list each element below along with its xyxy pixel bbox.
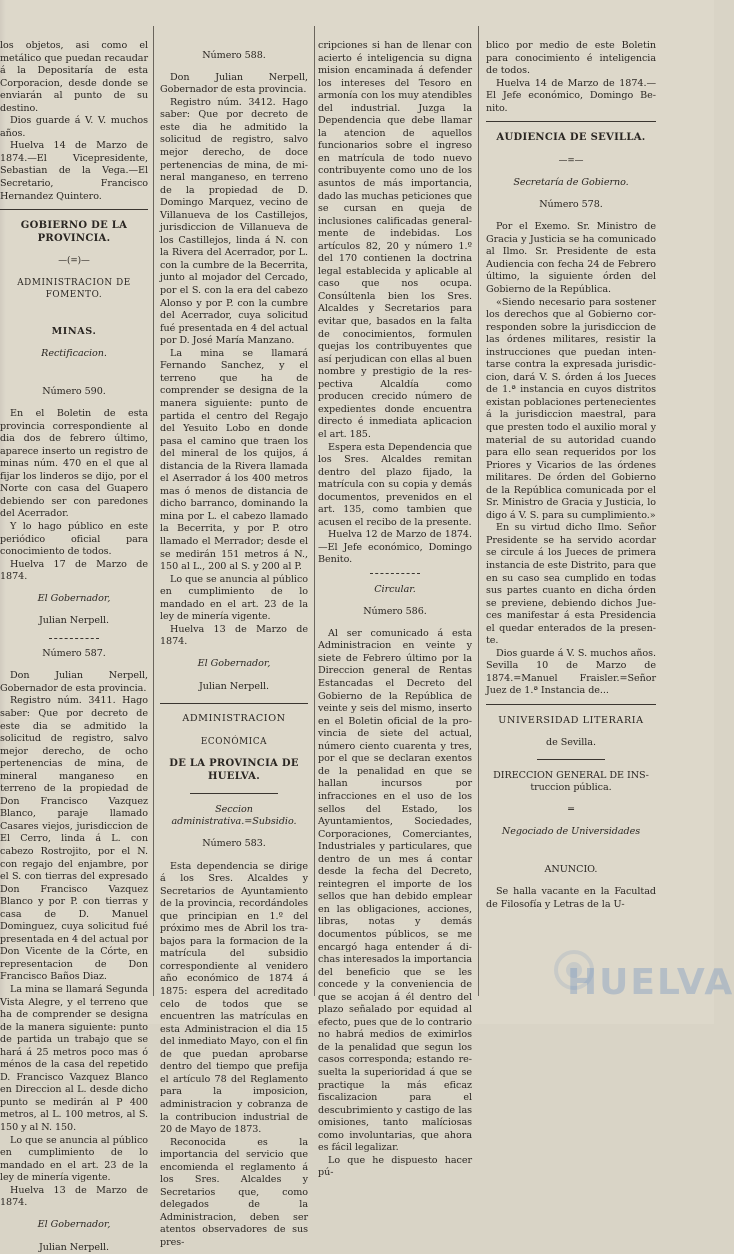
subsection-heading: ADMINISTRACION DE FOMENTO. xyxy=(17,277,131,301)
paragraph: Registro núm. 3412. Hago saber: Que por decreto de este dia he admitido la solicitud de registro, salvo mejor derecho, de doce pertenencias de mina, de mineral manganeso, en terreno de la propiedad de D. Domingo Marquez, vecino de Villanueva de los Castillejos, jurisdiccion de Villanueva de los Castillejos, linda á N. con la Rivera del Acerrador, por L. con la cumbre de la Becerrita, junto al mojador del Cercado, por el S. con la era del cabezo Alonso y por P. con la cumbre del Acerrador, cuya solicitud fué presentada en 4 del actual por D. José María Manzano. xyxy=(160,96,308,347)
signature-line: Huelva 14 de Marzo de 1874.—El Vicepresidente, Sebastian de la Vega.—El Secretario, Francisco Hernandez Quintero. xyxy=(0,140,148,202)
paragraph: Lo que se anuncia al público en cumplimiento de lo mandado en el art. 23 de la ley de minería vigente. xyxy=(0,1134,148,1184)
paragraph: los objetos, asi como el metálico que puedan recaudar á la Depositaría de esta Corporacion, desde donde se enviarán al punto de su destino. xyxy=(0,40,148,114)
dateline: Huelva 13 de Marzo de 1874. xyxy=(160,623,308,648)
paragraph: Espera esta Dependencia que los Sres. Alcaldes remitan dentro del plazo fijado, la matrícula con su copia y demás documentos, prevenidos en el art. 135, como tambien que acusen el recibo de la presente. xyxy=(318,441,472,528)
column-rule xyxy=(153,26,154,996)
paragraph: Dios guarde á V. S. muchos años. Sevilla 10 de Marzo de 1874.=Manuel Fraisler.=Señor Juez de 1.ª Instancia de... xyxy=(486,647,656,697)
section-heading: ADMINISTRACION xyxy=(182,713,286,725)
divider xyxy=(486,121,656,122)
column-4 xyxy=(486,40,656,1010)
subsection-heading: Seccion administrativa.=Subsidio. xyxy=(171,803,297,828)
paragraph: La mina se llamará Fernando Sanchez, y el terreno que ha de comprender se designa de la manera siguiente: punto de partida el centro del Regajo del Yesuito Lobo en donde pasa el camino que traen los del mineral de los quijos, á distancia de la Rivera llamada el Aserrador á los 400 metros mas ó menos de distancia de dicho barranco, dominando la mina por L. el cabezo llamado la Becerrita, y por P. otro llamado el Merrador; desde el se medirán 151 metros á N., 150 al L., 200 al S. y 200 al P. xyxy=(160,347,308,573)
paragraph: Registro núm. 3411. Hago saber: Que por decreto de este dia se admitido la solicitud de registro, salvo mejor derecho, de ocho pertenencias de mina, de mineral manganeso en terreno de la propiedad de Don Francisco Vazquez Blanco, paraje llamado Casares viejos, jurisdiccion de El Cerro, linda á L. con cabezo Rostrojito, por el N. con regajo del enjambre, por el S. con tierras del expresado Don Francisco Vazquez Blanco y por P. con tierras y casa de D. Manuel Dominguez, cuya solicitud fué presentada en 4 del actual por Don Vicente de la Córte, en representacion de Don Francisco Baños Diaz. xyxy=(0,695,148,983)
section-heading: GOBIERNO DE LA PROVINCIA. xyxy=(20,220,128,244)
paragraph: Don Julian Nerpell, Gobernador de esta provincia. xyxy=(0,670,148,694)
divider xyxy=(49,638,99,639)
divider xyxy=(486,704,656,705)
item-number: Número 590. xyxy=(42,385,106,397)
signature-title: El Gobernador, xyxy=(197,658,271,670)
paragraph: Don Julian Nerpell, Gobernador de esta provincia. xyxy=(160,71,308,96)
signature-name: Julian Nerpell. xyxy=(38,615,110,627)
section-heading: AUDIENCIA DE SEVILLA. xyxy=(496,132,646,144)
divider xyxy=(160,703,308,704)
signature-name: Julian Nerpell. xyxy=(38,1241,110,1253)
paragraph: La mina se llamará Segunda Vista Alegre, y el terreno que ha de comprender se designa de la manera siguiente: punto de partida un trabajo que se hará á 25 metros poco mas ó ménos de la casa del repetido D. Francisco Vazquez Blanco en Direccion al L. desde dicho punto se medirán al P 400 metros, al L. 100 metros, al S. 150 y al N. 150. xyxy=(0,983,148,1133)
paragraph: blico por medio de este Boletin para conocimiento é inteligencia de todos. xyxy=(486,40,656,77)
ornament: ═ xyxy=(568,804,574,816)
column-rule xyxy=(478,26,479,996)
subsection-heading: Rectificacion. xyxy=(41,348,107,360)
signature-title: El Gobernador, xyxy=(37,593,111,605)
signature-name: Julian Nerpell. xyxy=(198,680,270,692)
dateline: Huelva 17 de Marzo de 1874. xyxy=(0,558,148,583)
column-rule xyxy=(314,26,315,996)
item-number: Número 583. xyxy=(202,838,266,850)
item-number: Número 586. xyxy=(363,605,427,617)
section-heading: de Sevilla. xyxy=(546,736,596,748)
item-number: Número 587. xyxy=(42,648,106,660)
dateline: Huelva 12 de Marzo de 1874.—El Jefe económico, Domingo Benito. xyxy=(318,529,472,566)
subsection-heading: Secretaría de Gobierno. xyxy=(513,176,629,188)
subsection-heading: ANUNCIO. xyxy=(544,864,598,876)
paragraph: Y lo hago público en este periódico oficial para conocimiento de todos. xyxy=(0,520,148,558)
ornament: —=— xyxy=(558,155,584,166)
paragraph: Por el Exemo. Sr. Ministro de Gracia y Justicia se ha comunicado al Ilmo. Sr. Presidente de esta Audiencia con fecha 24 de Febrero último, la siguiente órden del Gobierno de la República. xyxy=(486,221,656,295)
subsection-heading: MINAS. xyxy=(51,326,97,338)
paragraph: Lo que he dispuesto hacer pú- xyxy=(318,1154,472,1179)
item-number: Número 588. xyxy=(202,49,266,61)
section-heading: UNIVERSIDAD LITERARIA xyxy=(498,714,644,726)
subsection-heading: DIRECCION GENERAL DE INStruccion pública. xyxy=(493,769,649,794)
signature-title: El Gobernador, xyxy=(37,1219,111,1231)
dateline: Huelva 13 de Marzo de 1874. xyxy=(0,1184,148,1209)
paragraph: Al ser comunicado á esta Administracion en veinte y siete de Febrero último por la Direccion general de Rentas Estancadas el Decreto del Gobierno de la República de veinte y seis del mismo, inserto en el Boletin oficial de la provincia de siete del actual, número ciento cuarenta y tres, por el que se declaran exentos de la penalidad en que se hallan incursos por infracciones en el uso de los sellos del Estado, los Ayuntamientos, Sociedades, Corporaciones, Comerciantes, Industriales y particulares, que dentro de un mes á contar desde la fecha del Decreto, reintegren el importe de los sellos que han debido emplear en las obligaciones, acciones, libras, notas y demás documentos públicos, se me encargó haga entender á dichas interesados la importancia del beneficio que se les concede y la conveniencia de que se acojan á él dentro del plazo señalado por equidad al efecto, pues que de lo contrario no habrá medios de eximirlos de la penalidad que segun los casos corresponda; estando resuelta la superioridad á que se practique la más eficaz fiscalizacion para el descubrimiento y castigo de las omisiones, tanto malíciosas como involuntarias, que ahora es fácil legalizar. xyxy=(318,627,472,1154)
paragraph: Esta dependencia se dirige á los Sres. Alcaldes y Secretarios de Ayuntamiento de la provincia, recordándoles que principian en 1.º del próximo mes de Abril los trabajos para la formacion de la matrícula del subsidio correspondiente al venidero año económico de 1874 á 1875: espera del acreditado celo de todos que se encuentren las matrículas en esta Administracion el dia 15 del inmediato Mayo, con el fin de que puedan aprobarse dentro del tiempo que prefija el artículo 78 del Reglamento para la imposicion, administracion y cobranza de la contribucion industrial de 20 de Mayo de 1873. xyxy=(160,860,308,1136)
divider xyxy=(0,209,148,210)
item-number: Número 578. xyxy=(539,199,603,211)
paragraph: Reconocida es la importancia del servicio que encomienda el reglamento á los Sres. Alcaldes y Secretarios que, como delegados de la Administracion, deben ser atentos observadores de sus pres- xyxy=(160,1136,308,1248)
divider xyxy=(190,793,279,794)
paragraph: Lo que se anuncia al público en cumplimiento de lo mandado en el art. 23 de la ley de minería vigente. xyxy=(160,573,308,623)
column-2 xyxy=(160,40,308,1248)
divider xyxy=(370,573,420,574)
subsection-heading: Circular. xyxy=(374,583,416,595)
paragraph: cripciones si han de llenar con acierto é inteligencia su digna mision encaminada á defender los intereses del Tesoro en armonía con los muy atendibles del industrial. Juzga la Dependencia que debe llamar la atencion de aquellos funcionarios sobre el ingreso en matrícula de todo nuevo contribuyente como uno de los asuntos de más importancia, dado las muchas peticiones que se cursan en queja de inclusiones calificadas generalmente de indebidas. Los artículos 82, 20 y número 1.º del 170 contienen la doctrina legal establecida y aplicable al caso que nos ocupa. Consúltenla bien los Sres. Alcaldes y Secretarios para evitar que, basados en la falta de conocimientos, formulen quejas los contribuyentes que así perjudican con ellas al buen nombre y prestigio de la respectiva Alcaldía como producen crecido número de expedientes donde encuentra directo é inmediata aplicacion el art. 185. xyxy=(318,40,472,440)
divider xyxy=(537,759,605,760)
column-3 xyxy=(318,40,472,1179)
paragraph: En el Boletin de esta provincia correspondiente al dia dos de febrero último, aparece inserto un registro de minas núm. 470 en el que al fijar los linderos se dijo, por el Norte con casa del Guapero debiendo ser con paredones del Acerrador. xyxy=(0,408,148,520)
section-heading: ECONÓMICA xyxy=(200,736,268,747)
paragraph: En su virtud dicho Ilmo. Señor Presidente se ha servido acordar se circule á los Jueces de primera instancia de este Distrito, para que en su caso sea cumplido en todas sus partes cuanto en dicha órden se previene, debiendo dichos Jueces manifestar á esta Presidencia el quedar enterados de la presente. xyxy=(486,522,656,647)
dateline: Huelva 14 de Marzo de 1874.—El Jefe económico, Domingo Benito. xyxy=(486,77,656,114)
section-heading: DE LA PROVINCIA DE HUELVA. xyxy=(169,758,299,782)
paragraph: «Siendo necesario para sostener los derechos que al Gobierno corresponden sobre la jurisdiccion de las órdenes militares, resistir la instrucciones que puedan intentarse contra la expresada jurisdiccion, dará V. S. órden á los Jueces de 1.ª instancia en cuyos distritos existan poblaciones pertenecientes á la jurisdiccion maestral, para que presten todo el auxilio moral y material de su autoridad cuando para ello sean requeridos por los Priores y Vicarios de las órdenes militares. De órden del Gobierno de la República comunicada por el Sr. Ministro de Gracia y Justicia, lo digo á V. S. para su cumplimiento.» xyxy=(486,296,656,521)
paragraph: Dios guarde á V. V. muchos años. xyxy=(0,115,148,139)
subsection-heading: Negociado de Universidades xyxy=(501,826,641,838)
column-1 xyxy=(0,40,148,1253)
watermark-text: HUELVA xyxy=(567,962,734,1003)
ornament: —(=)— xyxy=(58,256,90,267)
paragraph: Se halla vacante en la Facultad de Filosofía y Letras de la U- xyxy=(486,886,656,910)
